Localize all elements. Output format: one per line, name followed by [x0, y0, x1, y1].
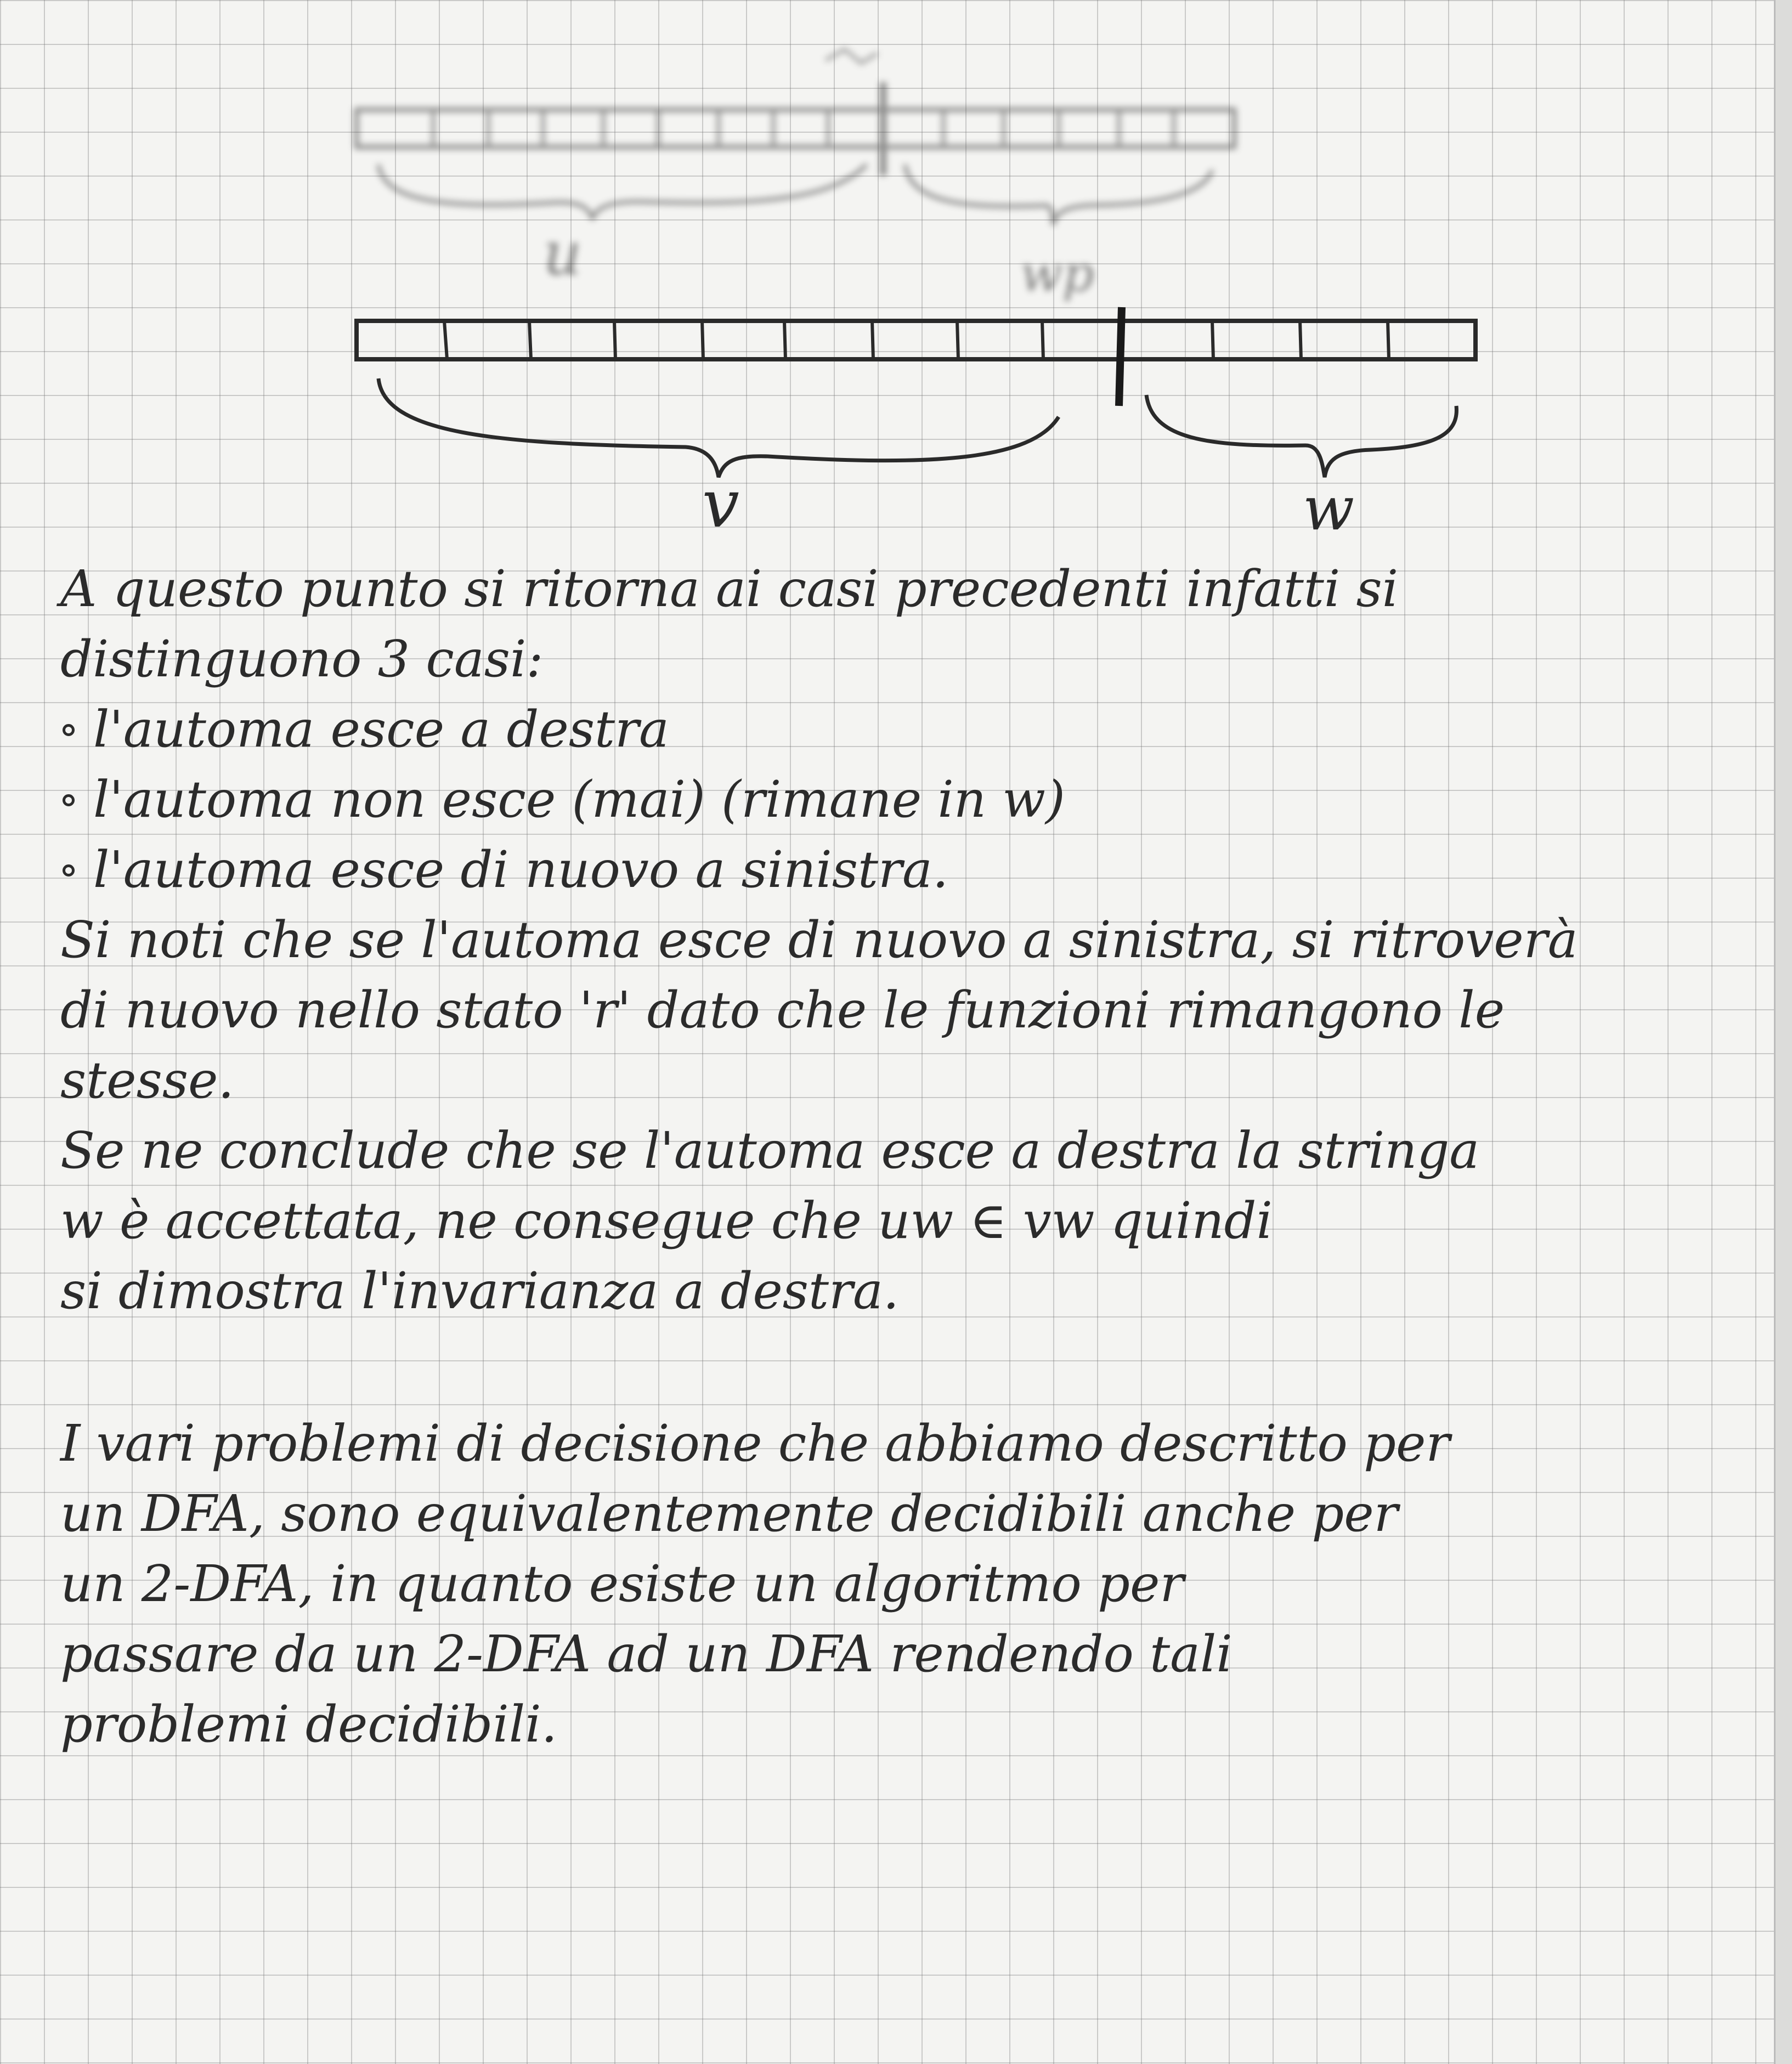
- paragraph-gap: [60, 1326, 1739, 1409]
- bottom-tape-label-v: v: [702, 466, 739, 542]
- bullet-text: l'automa esce a destra: [93, 700, 669, 759]
- conclusion-line-1: Se ne conclude che se l'automa esce a destra la stringa: [60, 1121, 1480, 1180]
- final-line-3: un 2-DFA, in quanto esiste un algoritmo per: [60, 1554, 1184, 1613]
- intro-line-2: distinguono 3 casi:: [60, 630, 544, 688]
- bullet-item-never-exits: [60, 765, 1739, 835]
- bullet-icon: [63, 724, 75, 736]
- bullet-item-exits-left: [60, 835, 1739, 905]
- final-line-1: I vari problemi di decisione che abbiamo descritto per: [60, 1414, 1450, 1473]
- final-line-5: problemi decidibili.: [60, 1695, 557, 1754]
- bullet-icon: [63, 794, 75, 806]
- handwritten-notes: [60, 554, 1739, 1760]
- note-line-3: stesse.: [60, 1051, 234, 1110]
- conclusion-line-3: si dimostra l'invarianza a destra.: [60, 1262, 900, 1320]
- bullet-icon: [63, 864, 75, 877]
- top-tape: [357, 49, 1234, 225]
- note-line-1: Si noti che se l'automa esce di nuovo a sinistra, si ritroverà: [60, 911, 1578, 969]
- final-line-2: un DFA, sono equivalentemente decidibili anche per: [60, 1484, 1398, 1543]
- top-tape-label-u: u: [543, 218, 582, 289]
- conclusion-line-2: w è accettata, ne consegue che uw ∈ vw quindi: [60, 1191, 1273, 1250]
- final-line-4: passare da un 2-DFA ad un DFA rendendo tali: [60, 1625, 1233, 1683]
- intro-line-1: A questo punto si ritorna ai casi precedenti infatti si: [60, 559, 1399, 618]
- bullet-text: l'automa esce di nuovo a sinistra.: [93, 840, 949, 899]
- bullet-item-exits-right: [60, 694, 1739, 765]
- note-line-2: di nuovo nello stato 'r' dato che le funzioni rimangono le: [60, 981, 1505, 1039]
- bullet-text: l'automa non esce (mai) (rimane in w): [93, 770, 1065, 829]
- bottom-tape-label-wp: wp: [1020, 245, 1094, 303]
- bottom-tape-label-w: w: [1303, 473, 1355, 544]
- bottom-tape: [357, 307, 1476, 477]
- tape-diagram: [0, 0, 1792, 548]
